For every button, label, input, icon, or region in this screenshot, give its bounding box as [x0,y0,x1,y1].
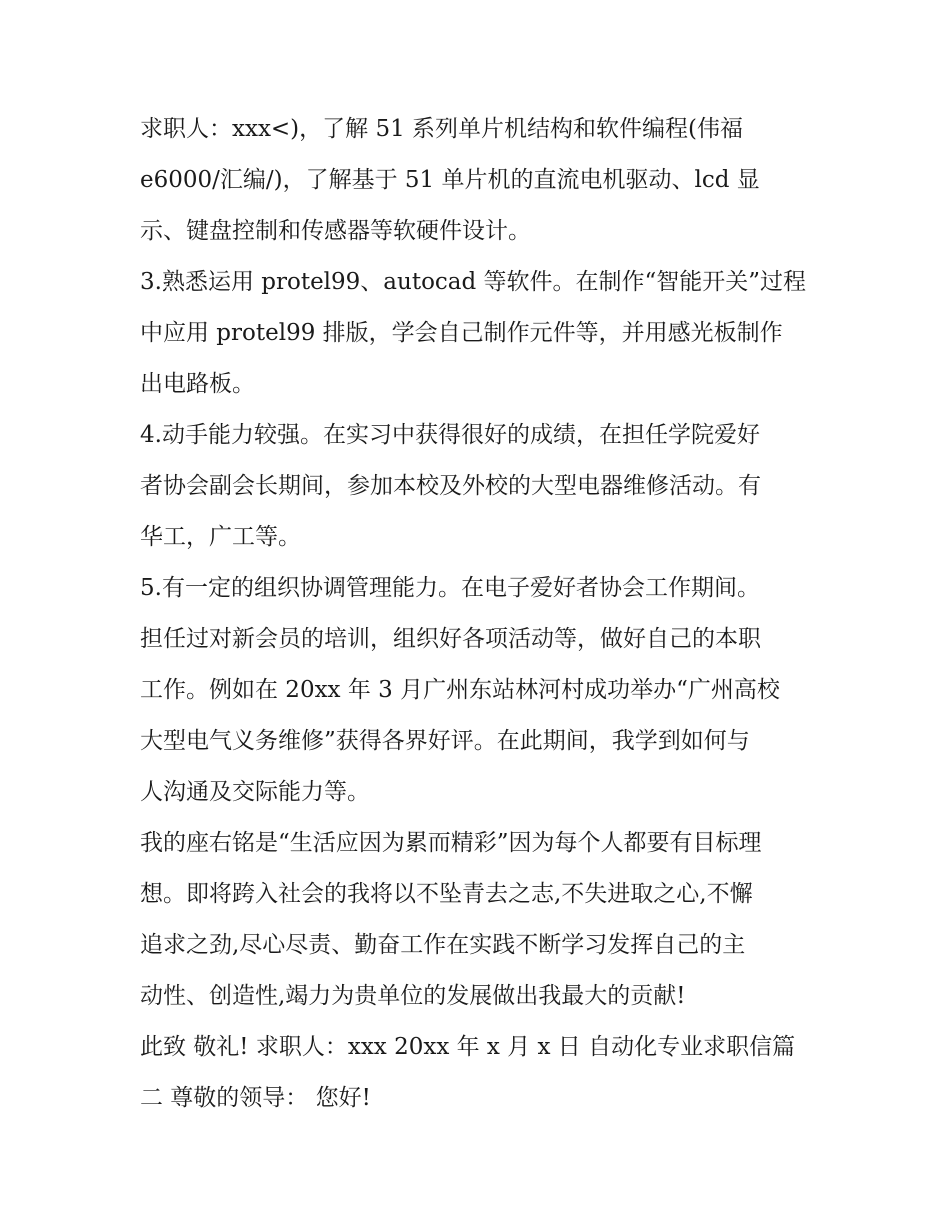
text-line: 工作。例如在 20xx 年 3 月广州东站林河村成功举办“广州高校 [140,677,780,703]
text-line: 求职人：xxx<)，了解 51 系列单片机结构和软件编程(伟福 [140,116,744,142]
text-line: e6000/汇编/)，了解基于 51 单片机的直流电机驱动、lcd 显 [140,167,760,193]
text-line: 大型电气义务维修”获得各界好评。在此期间，我学到如何与 [140,728,750,754]
text-line: 我的座右铭是“生活应因为累而精彩”因为每个人都要有目标理 [140,830,762,856]
text-line: 此致 敬礼! 求职人：xxx 20xx 年 x 月 x 日 自动化专业求职信篇 [140,1034,796,1060]
paragraph-motto [140,818,820,1022]
text-line: 动性、创造性,竭力为贵单位的发展做出我最大的贡献! [140,983,686,1009]
text-line: 4.动手能力较强。在实习中获得很好的成绩，在担任学院爱好 [140,422,760,448]
paragraph-skills-mcu [140,104,820,257]
text-line: 中应用 protel99 排版，学会自己制作元件等，并用感光板制作 [140,320,783,346]
text-line: 5.有一定的组织协调管理能力。在电子爱好者协会工作期间。 [140,575,760,601]
text-line: 示、键盘控制和传感器等软硬件设计。 [140,218,531,244]
text-line: 担任过对新会员的培训，组织好各项活动等，做好自己的本职 [140,626,761,652]
paragraph-organization-ability [140,563,820,818]
text-line: 出电路板。 [140,371,255,397]
paragraph-hands-on-ability [140,410,820,563]
text-line: 者协会副会长期间，参加本校及外校的大型电器维修活动。有 [140,473,761,499]
text-line: 二 尊敬的领导： 您好! [140,1085,371,1111]
paragraph-skills-software [140,257,820,410]
paragraph-closing [140,1022,820,1124]
text-line: 3.熟悉运用 protel99、autocad 等软件。在制作“智能开关”过程 [140,269,807,295]
text-line: 想。即将跨入社会的我将以不坠青去之志,不失进取之心,不懈 [140,881,753,907]
text-line: 华工，广工等。 [140,524,301,550]
document-page [140,104,820,1124]
text-line: 人沟通及交际能力等。 [140,779,370,805]
text-line: 追求之劲,尽心尽责、勤奋工作在实践不断学习发挥自己的主 [140,932,746,958]
